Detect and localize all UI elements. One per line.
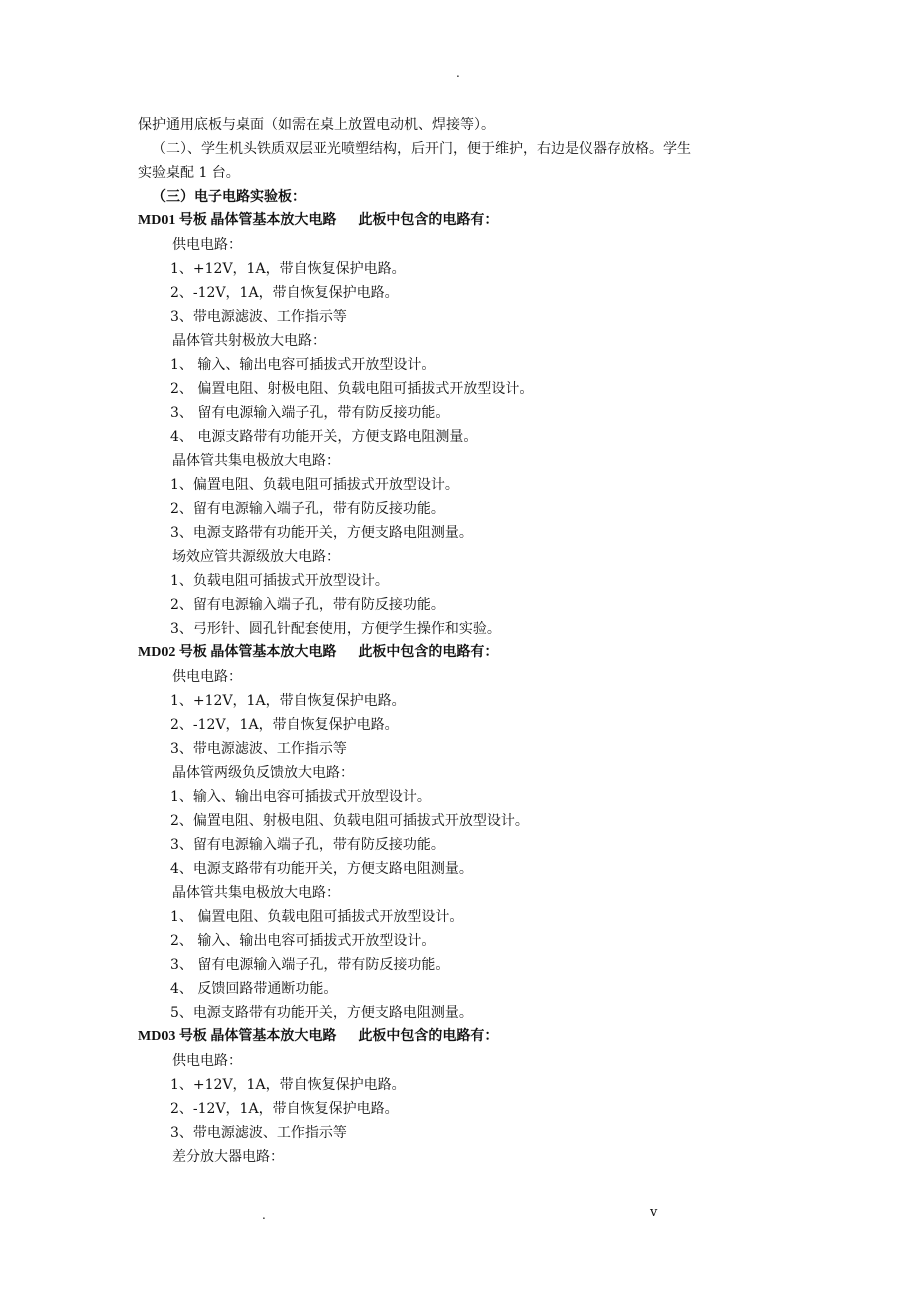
- md02-cc-title: 晶体管共集电极放大电路：: [172, 885, 340, 901]
- md02-fb-item: 1、输入、输出电容可插拔式开放型设计。: [170, 789, 431, 805]
- md02-fb-item: 4、电源支路带有功能开关，方便支路电阻测量。: [170, 861, 473, 877]
- intro-line-2a: （二）、学生机头铁质双层亚光喷塑结构，后开门，便于维护，右边是仪器存放格。学生: [152, 141, 691, 157]
- section-3-heading: （三）电子电路实验板：: [152, 189, 306, 205]
- md03-power-item: 1、+12V，1A，带自恢复保护电路。: [170, 1077, 406, 1093]
- md03-power-item: 3、带电源滤波、工作指示等: [170, 1125, 347, 1141]
- md01-title: MD01 号板 晶体管基本放大电路: [138, 213, 337, 228]
- md01-ce-item: 4、 电源支路带有功能开关，方便支路电阻测量。: [170, 429, 478, 445]
- md01-power-item: 3、带电源滤波、工作指示等: [170, 309, 347, 325]
- md03-diff-title: 差分放大器电路：: [172, 1149, 284, 1165]
- md01-ce-item: 2、 偏置电阻、射极电阻、负载电阻可插拔式开放型设计。: [170, 381, 534, 397]
- md01-cc-item: 2、留有电源输入端子孔，带有防反接功能。: [170, 501, 445, 517]
- md02-cc-item: 3、 留有电源输入端子孔，带有防反接功能。: [170, 957, 450, 973]
- md03-heading: [138, 1025, 788, 1049]
- md01-cc-item: 1、偏置电阻、负载电阻可插拔式开放型设计。: [170, 477, 459, 493]
- md01-ce-item: 3、 留有电源输入端子孔，带有防反接功能。: [170, 405, 450, 421]
- document-body: [138, 113, 788, 1169]
- md01-ce-item: 1、 输入、输出电容可插拔式开放型设计。: [170, 357, 436, 373]
- md02-power-item: 3、带电源滤波、工作指示等: [170, 741, 347, 757]
- md01-power-item: 1、+12V，1A，带自恢复保护电路。: [170, 261, 406, 277]
- md01-heading: [138, 209, 788, 233]
- md02-power-item: 2、-12V，1A，带自恢复保护电路。: [170, 717, 399, 733]
- md02-heading: [138, 641, 788, 665]
- md03-power-item: 2、-12V，1A，带自恢复保护电路。: [170, 1101, 399, 1117]
- md02-fb-item: 3、留有电源输入端子孔，带有防反接功能。: [170, 837, 445, 853]
- header-dot: .: [456, 66, 460, 80]
- md03-power-title: 供电电路：: [172, 1053, 242, 1069]
- footer-dot: .: [262, 1208, 266, 1222]
- md01-fet-title: 场效应管共源级放大电路：: [172, 549, 340, 565]
- md02-cc-item: 5、电源支路带有功能开关，方便支路电阻测量。: [170, 1005, 473, 1021]
- md01-power-item: 2、-12V，1A，带自恢复保护电路。: [170, 285, 399, 301]
- md02-power-title: 供电电路：: [172, 669, 242, 685]
- intro-line-1: 保护通用底板与桌面（如需在桌上放置电动机、焊接等）。: [138, 117, 495, 133]
- md01-cc-item: 3、电源支路带有功能开关，方便支路电阻测量。: [170, 525, 473, 541]
- md02-fb-title: 晶体管两级负反馈放大电路：: [172, 765, 354, 781]
- md02-power-item: 1、+12V，1A，带自恢复保护电路。: [170, 693, 406, 709]
- md02-subtitle: 此板中包含的电路有：: [358, 645, 499, 660]
- md01-cc-title: 晶体管共集电极放大电路：: [172, 453, 340, 469]
- intro-line-2b: 实验桌配 1 台。: [138, 165, 240, 181]
- md02-cc-item: 4、 反馈回路带通断功能。: [170, 981, 338, 997]
- md01-ce-title: 晶体管共射极放大电路：: [172, 333, 326, 349]
- md02-fb-item: 2、偏置电阻、射极电阻、负载电阻可插拔式开放型设计。: [170, 813, 529, 829]
- md02-title: MD02 号板 晶体管基本放大电路: [138, 645, 337, 660]
- md03-subtitle: 此板中包含的电路有：: [358, 1029, 499, 1044]
- md02-cc-item: 1、 偏置电阻、负载电阻可插拔式开放型设计。: [170, 909, 464, 925]
- footer-page-mark: v: [650, 1205, 658, 1220]
- md01-fet-item: 1、负载电阻可插拔式开放型设计。: [170, 573, 389, 589]
- md01-power-title: 供电电路：: [172, 237, 242, 253]
- md01-subtitle: 此板中包含的电路有：: [358, 213, 499, 228]
- md02-cc-item: 2、 输入、输出电容可插拔式开放型设计。: [170, 933, 436, 949]
- md03-title: MD03 号板 晶体管基本放大电路: [138, 1029, 337, 1044]
- md01-fet-item: 3、弓形针、圆孔针配套使用，方便学生操作和实验。: [170, 621, 501, 637]
- md01-fet-item: 2、留有电源输入端子孔，带有防反接功能。: [170, 597, 445, 613]
